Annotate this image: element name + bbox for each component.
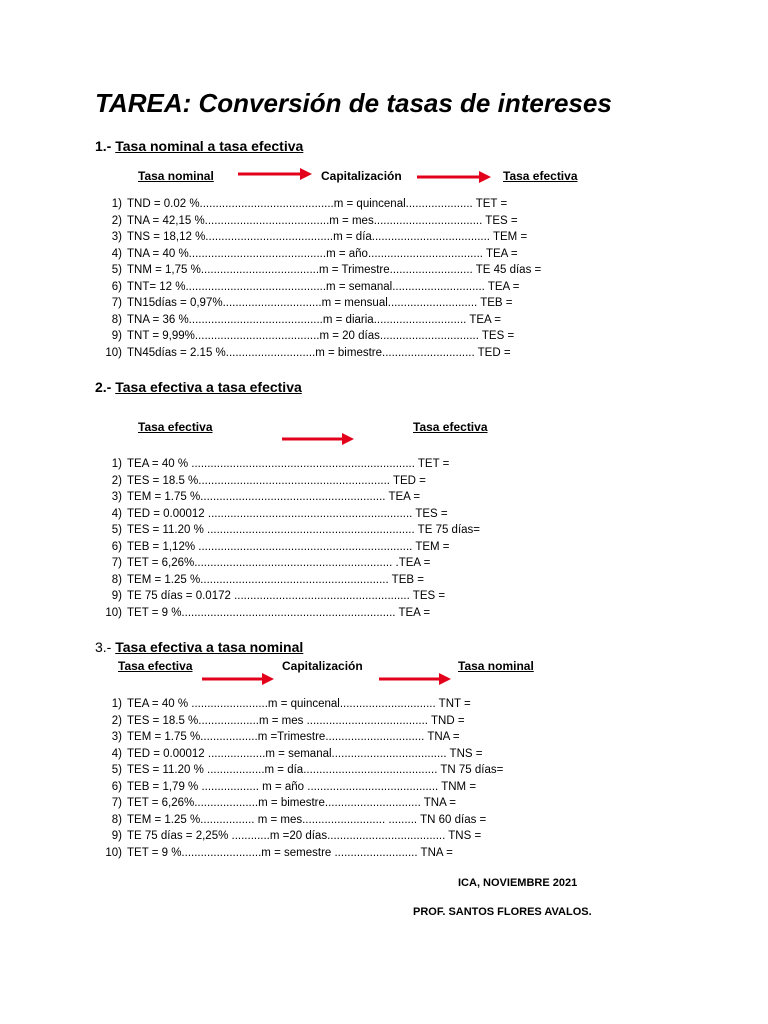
- list-item: 5) TNM = 1,75 %.....................................m = Trimestre.......................... TE 45 días =: [111, 264, 542, 276]
- list-item: 5) TES = 11.20 % ..................m = día.......................................... TN 75 días=: [111, 764, 504, 776]
- list-item: 3) TEM = 1.75 %..................m =Trimestre............................... TNA =: [111, 731, 460, 743]
- section-2-label: Tasa efectiva a tasa efectiva: [115, 379, 302, 395]
- section-1-header-from: Tasa nominal: [138, 169, 214, 183]
- list-item: 9) TE 75 días = 0.0172 ....................................................... TES =: [111, 590, 446, 602]
- list-item: 6) TNT= 12 %............................................m = semanal............................. TEA =: [111, 280, 520, 293]
- list-item: 1) TEA = 40 % ...................................................................... TET =: [111, 458, 450, 470]
- section-3-header-to: Tasa nominal: [458, 659, 534, 673]
- right-arrow-icon: [202, 672, 274, 686]
- list-item: 9) TNT = 9,99%.......................................m = 20 días............................... TES =: [111, 330, 515, 342]
- section-1-title: [95, 138, 303, 154]
- list-item: 4) TNA = 40 %...........................................m = año.................................... TEA =: [111, 247, 518, 260]
- list-item: 8) TEM = 1.25 %................. m = mes.......................... ......... TN 60 días =: [111, 813, 487, 826]
- place-date: ICA, NOVIEMBRE 2021: [458, 877, 578, 889]
- list-item: 10) TN45días = 2.15 %............................m = bimestre............................. TED =: [105, 346, 511, 359]
- section-2-header-from: Tasa efectiva: [138, 420, 213, 434]
- right-arrow-icon: [417, 170, 491, 184]
- section-3-label: Tasa efectiva a tasa nominal: [115, 639, 304, 655]
- document-title: TAREA: Conversión de tasas de intereses: [95, 88, 612, 118]
- right-arrow-icon: [282, 432, 354, 446]
- list-item: 3) TEM = 1.75 %.......................................................... TEA =: [111, 491, 421, 503]
- right-arrow-icon: [238, 167, 312, 181]
- section-1-list: [100, 196, 541, 361]
- list-item: 2) TES = 18.5 %...................m = mes ...................................... TND =: [111, 714, 465, 727]
- list-item: 4) TED = 0.00012 ..................m = semanal.................................... TNS =: [111, 747, 483, 760]
- list-item: 4) TED = 0.00012 ................................................................ TES =: [111, 507, 448, 520]
- section-1-header-mid: Capitalización: [321, 169, 402, 183]
- list-item: 3) TNS = 18,12 %........................................m = día..................................... TEM =: [111, 231, 528, 243]
- section-1-label: Tasa nominal a tasa efectiva: [115, 138, 304, 154]
- list-item: 1) TND = 0.02 %..........................................m = quincenal..................... TET =: [111, 198, 508, 210]
- list-item: 7) TET = 6,26%.............................................................. .TEA =: [111, 557, 431, 569]
- list-item: 2) TNA = 42,15 %.......................................m = mes.................................. TES =: [111, 214, 518, 227]
- list-item: 6) TEB = 1,12% ................................................................... TEM =: [111, 540, 450, 553]
- section-2-list: [100, 456, 480, 621]
- list-item: 5) TES = 11.20 % ................................................................. TE 75 días=: [111, 524, 481, 536]
- list-item: 7) TET = 6,26%....................m = bimestre.............................. TNA =: [111, 797, 457, 809]
- list-item: 8) TEM = 1.25 %........................................................... TEB =: [111, 573, 424, 586]
- section-3-header-mid: Capitalización: [282, 659, 363, 673]
- right-arrow-icon: [379, 672, 451, 686]
- section-1-number: 1.-: [95, 138, 112, 154]
- list-item: 8) TNA = 36 %..........................................m = diaria............................. TEA =: [111, 313, 501, 326]
- section-2-title: [95, 379, 302, 395]
- section-3-list: [100, 696, 503, 861]
- section-1-header-to: Tasa efectiva: [503, 169, 578, 183]
- section-2-header-to: Tasa efectiva: [413, 420, 488, 434]
- list-item: 10) TET = 9 %................................................................... TEA =: [105, 606, 431, 619]
- section-3-number: 3.-: [95, 639, 112, 655]
- list-item: 9) TE 75 días = 2,25% ............m =20 días..................................... TNS =: [111, 830, 482, 842]
- section-3-title: [95, 639, 303, 655]
- list-item: 7) TN15días = 0,97%...............................m = mensual............................ TEB =: [111, 297, 513, 309]
- section-2-number: 2.-: [95, 379, 112, 395]
- list-item: 2) TES = 18.5 %............................................................ TED =: [111, 474, 426, 487]
- section-3-header-from: Tasa efectiva: [118, 659, 193, 673]
- author-signature-line: PROF. SANTOS FLORES AVALOS.: [413, 906, 592, 918]
- list-item: 1) TEA = 40 % ........................m = quincenal.............................. TNT =: [111, 698, 471, 710]
- list-item: 10) TET = 9 %.........................m = semestre .......................... TNA =: [105, 846, 453, 859]
- list-item: 6) TEB = 1,79 % .................. m = año ......................................... TNM =: [111, 780, 477, 793]
